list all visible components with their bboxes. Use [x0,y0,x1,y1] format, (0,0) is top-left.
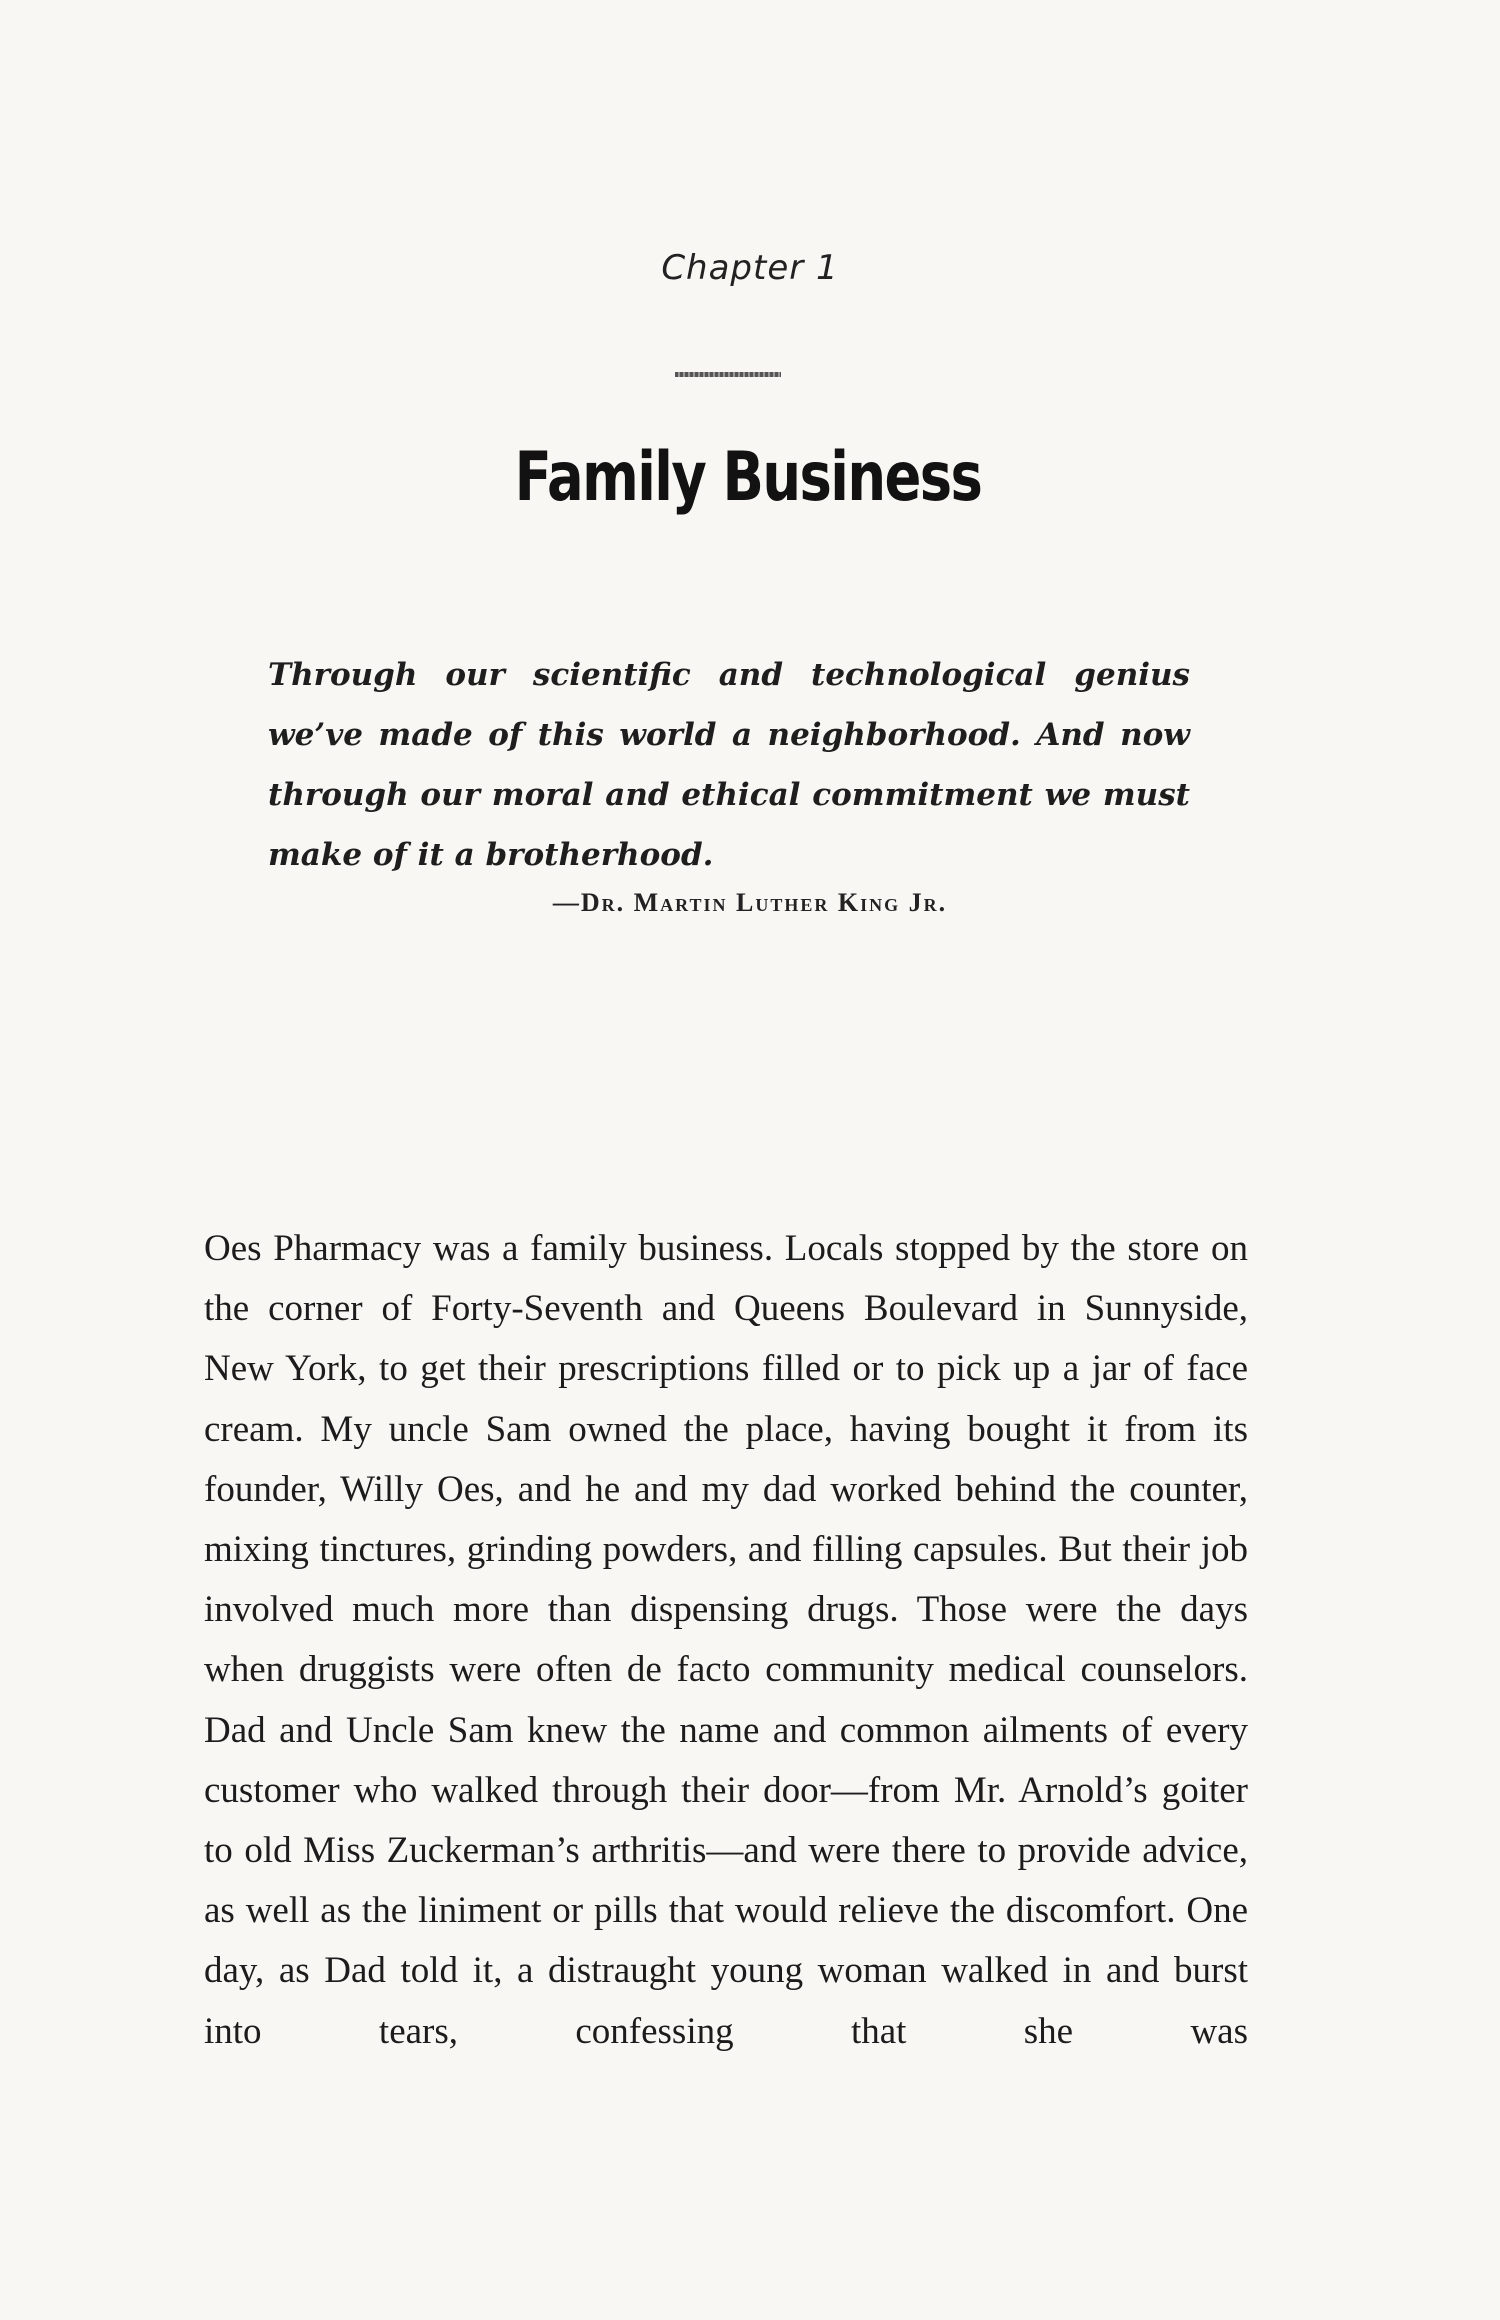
epigraph-quote: Through our scientific and technological genius we’ve made of this world a neighborhood. And now through our moral and ethical commitment we must make of it a brotherhood. [268,657,1190,873]
chapter-title: Family Business [514,438,982,517]
epigraph-attribution: —Dr. Martin Luther King Jr. [552,888,948,917]
chapter-rule [675,372,781,377]
chapter-label: Chapter 1 [661,248,839,288]
body-paragraph: Oes Pharmacy was a family business. Locals stopped by the store on the corner of Forty-Seventh and Queens Boulevard in Sunnyside, New York, to get their prescriptions filled or to pick up a jar of face cream. My uncle Sam owned the place, having bought it from its founder, Willy Oes, and he and my dad worked behind the counter, mixing tinctures, grinding powders, and filling capsules. But their job involved much more than dispensing drugs. Those were the days when druggists were often de facto community medical counselors. Dad and Uncle Sam knew the name and common ailments of every customer who walked through their door—from Mr. Arnold’s goiter to old Miss Zuckerman’s arthritis—and were there to provide advice, as well as the liniment or pills that would relieve the discomfort. One day, as Dad told it, a distraught young woman walked in and burst into tears, confessing that she was [204,1228,1248,2052]
